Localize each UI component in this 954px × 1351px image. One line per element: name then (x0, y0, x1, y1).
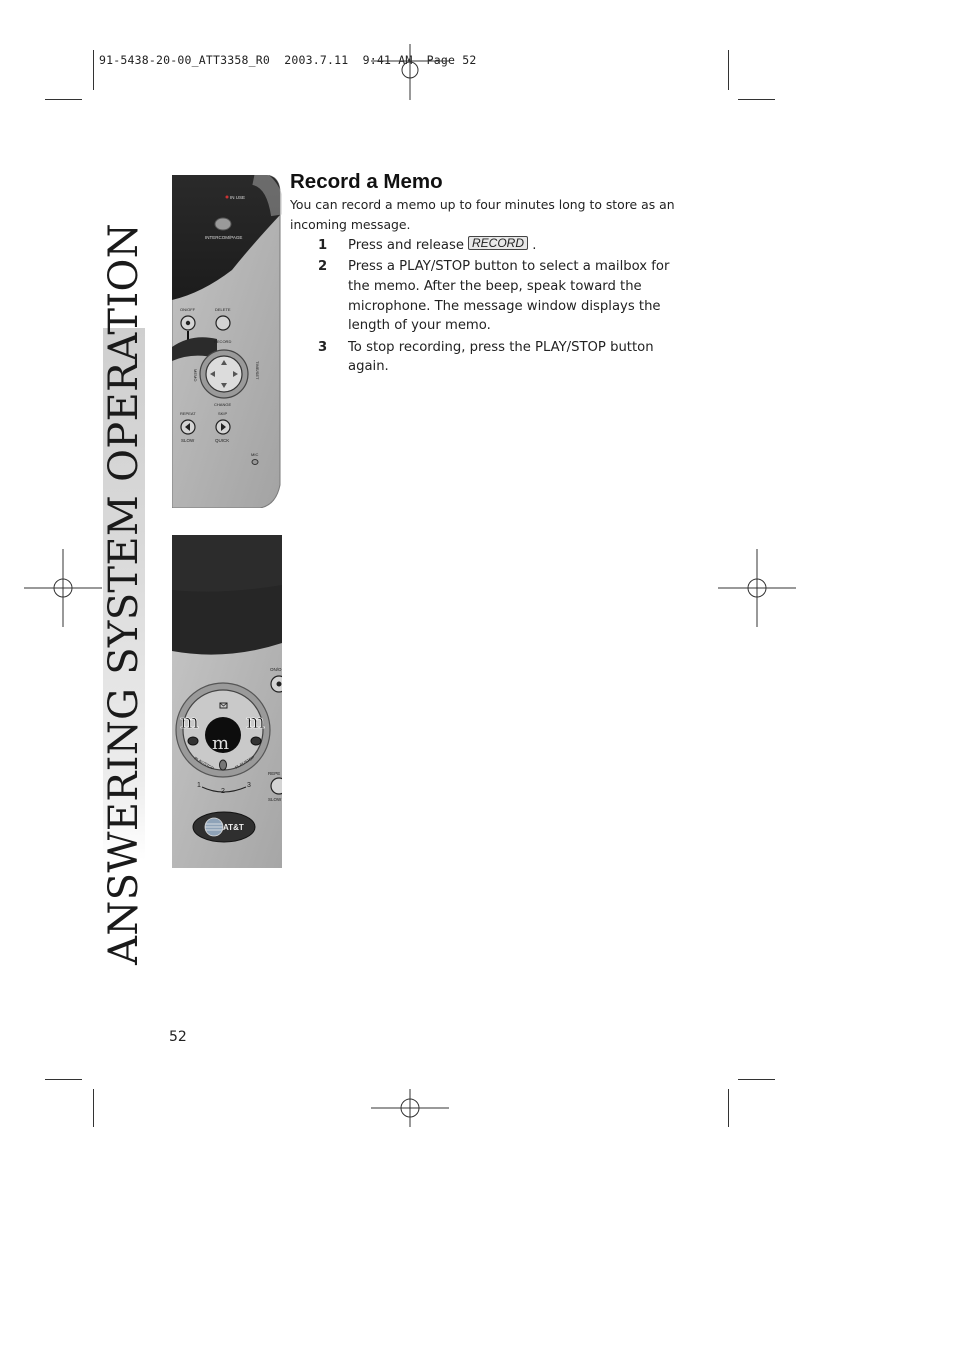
slow-label-handset: SLOW (268, 797, 282, 802)
section-intro: You can record a memo up to four minutes long to store as an incoming message. (290, 197, 675, 232)
print-slug: 91-5438-20-00_ATT3358_R0 2003.7.11 9:41 AM Page 52 (99, 53, 477, 67)
record-key-icon: RECORD (468, 236, 528, 250)
page-number: 52 (169, 1029, 187, 1045)
intercom-page-label: INTERCOM/PAGE (205, 235, 243, 240)
crop-mark (93, 1089, 94, 1127)
step-text-content: Press and release (348, 238, 464, 253)
repeat-label: REPEAT (180, 411, 196, 416)
memo-label: MEMO (193, 369, 198, 382)
registration-mark-right (718, 549, 796, 627)
repeat-label-handset: REPE (268, 771, 281, 776)
step-number: 1 (318, 238, 328, 253)
step-text: To stop recording, press the PLAY/STOP button again. (348, 339, 654, 375)
slow-label: SLOW (181, 438, 195, 443)
quick-label: QUICK (215, 438, 230, 443)
steps-list (318, 236, 678, 378)
mailbox-left-label: m (180, 709, 199, 733)
crop-mark (93, 50, 94, 90)
in-use-label: IN USE (230, 195, 246, 200)
play-stop-right-label: PLAY/STOP (234, 754, 256, 770)
step-item (318, 236, 678, 256)
device-photo-bottom (172, 535, 282, 868)
time-set-label: TIME/SET (255, 361, 260, 380)
sidebar-title-text: ANSWERING SYSTEM OPERATION (101, 223, 147, 965)
crop-mark (45, 1079, 82, 1080)
step-item (318, 338, 678, 377)
crop-mark (45, 99, 82, 100)
skip-label: SKIP (218, 411, 228, 416)
mailbox-number-3: 3 (247, 782, 251, 789)
step-number: 2 (318, 259, 328, 275)
section-title: Record a Memo (290, 170, 443, 193)
mailbox-right-label: m (246, 709, 265, 733)
step-text: Press a PLAY/STOP button to select a mailbox for the memo. After the beep, speak toward the microphone. The message window displays the length of your memo. (348, 259, 670, 334)
step-item (318, 257, 678, 336)
on-off-label-handset: ON/O (270, 667, 282, 672)
play-stop-left-label: PLAY/STOP (193, 755, 215, 771)
brand-logo: AT&T (223, 823, 244, 832)
mailbox-number-1: 1 (197, 782, 201, 789)
step-text (348, 236, 678, 256)
registration-mark-bottom (371, 1069, 449, 1147)
registration-mark-left (24, 549, 102, 627)
delete-label: DELETE (215, 307, 231, 312)
record-label: RECORD (214, 339, 232, 344)
registration-mark-top (371, 22, 449, 100)
mic-label: MIC (251, 452, 259, 457)
device-photo-top (172, 175, 282, 508)
crop-mark (728, 50, 729, 90)
crop-mark (728, 1089, 729, 1127)
step-text-suffix: . (528, 238, 537, 253)
mailbox-center-label: m (212, 733, 230, 754)
mailbox-number-2: 2 (221, 788, 225, 795)
step-number: 3 (318, 339, 328, 355)
crop-mark (738, 99, 775, 100)
crop-mark (738, 1079, 775, 1080)
change-label: CHANGE (214, 402, 232, 407)
on-off-label: ON/OFF (180, 307, 196, 312)
